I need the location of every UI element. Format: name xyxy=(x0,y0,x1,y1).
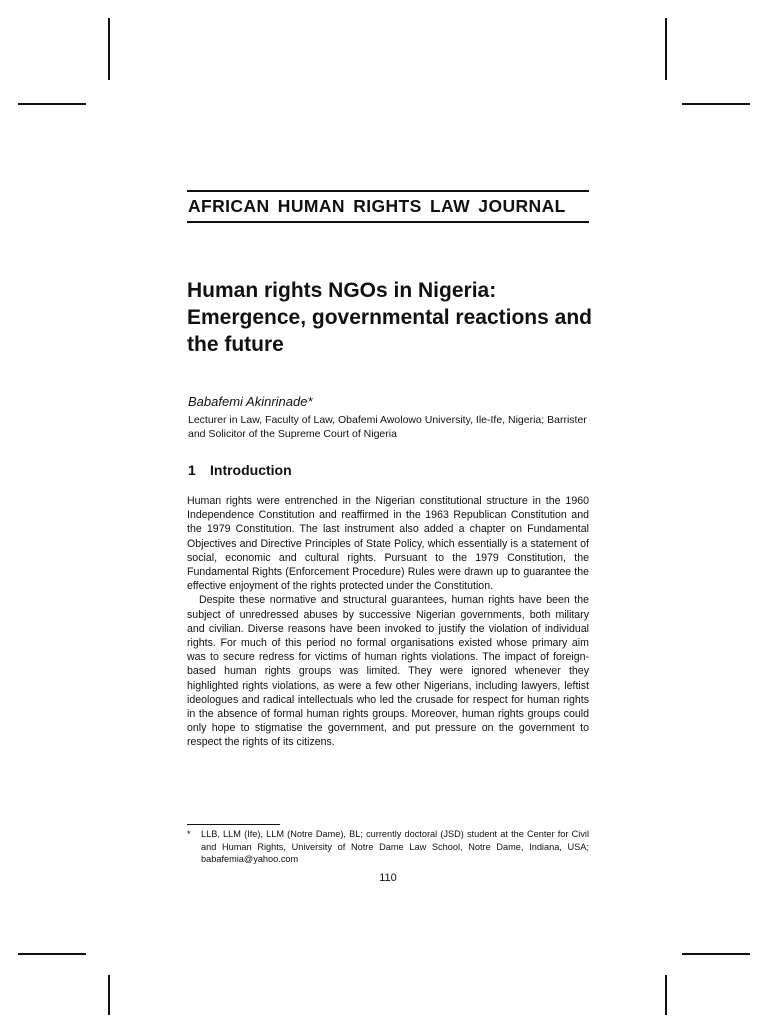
article-title: Human rights NGOs in Nigeria: Emergence, governmental reactions and the future xyxy=(187,279,592,356)
crop-mark xyxy=(108,18,110,80)
crop-mark xyxy=(682,953,750,955)
crop-mark xyxy=(682,103,750,105)
footnote-rule xyxy=(187,824,280,825)
crop-mark xyxy=(18,953,86,955)
author-affiliation: Lecturer in Law, Faculty of Law, Obafemi Awolowo University, Ile-Ife, Nigeria; Barrister and Solicitor of the Supreme Court of Nigeria xyxy=(188,414,587,440)
crop-mark xyxy=(108,975,110,1015)
header-rule-bottom xyxy=(187,221,589,223)
section-title: Introduction xyxy=(210,462,292,478)
author-name: Babafemi Akinrinade* xyxy=(188,394,313,409)
footnote xyxy=(187,828,589,866)
paragraph: Despite these normative and structural guarantees, human rights have been the subject of unredressed abuses by successive Nigerian governments, both military and civilian. Diverse reasons have been invoked to justify the violation of individual rights. For much of this period no formal organisations existed whose primary aim was to secure redress for victims of human rights violations. The impact of foreign-based human rights groups was limited. They were ignored whenever they highlighted rights violations, as were a few other Nigerians, including lawyers, leftist ideologues and radical intellectuals who led the crusade for respect for human rights in the absence of formal human rights groups. Moreover, human rights groups could only hope to stigmatise the government, and put pressure on the government to respect the rights of its citizens. xyxy=(187,594,589,749)
body-text xyxy=(187,494,589,750)
footnote-text: LLB, LLM (Ife), LLM (Notre Dame), BL; currently doctoral (JSD) student at the Center for Civil and Human Rights, University of Notre Dame Law School, Notre Dame, Indiana, USA; babafemia@yahoo.com xyxy=(201,829,589,864)
journal-name: AFRICAN HUMAN RIGHTS LAW JOURNAL xyxy=(188,196,566,216)
crop-mark xyxy=(665,975,667,1015)
header-rule-top xyxy=(187,190,589,192)
section-heading xyxy=(188,462,292,478)
paragraph: Human rights were entrenched in the Nigerian constitutional structure in the 1960 Independence Constitution and reaffirmed in the 1963 Republican Constitution and the 1979 Constitution. The last instrument also added a chapter on Fundamental Objectives and Directive Principles of State Policy, which essentially is a statement of social, economic and cultural rights. Pursuant to the 1979 Constitution, the Fundamental Rights (Enforcement Procedure) Rules were drawn up to guarantee the effective enjoyment of the rights protected under the Constitution. xyxy=(187,495,589,593)
section-number: 1 xyxy=(188,462,196,478)
footnote-mark: * xyxy=(187,829,191,839)
page-number: 110 xyxy=(379,872,397,884)
crop-mark xyxy=(18,103,86,105)
crop-mark xyxy=(665,18,667,80)
